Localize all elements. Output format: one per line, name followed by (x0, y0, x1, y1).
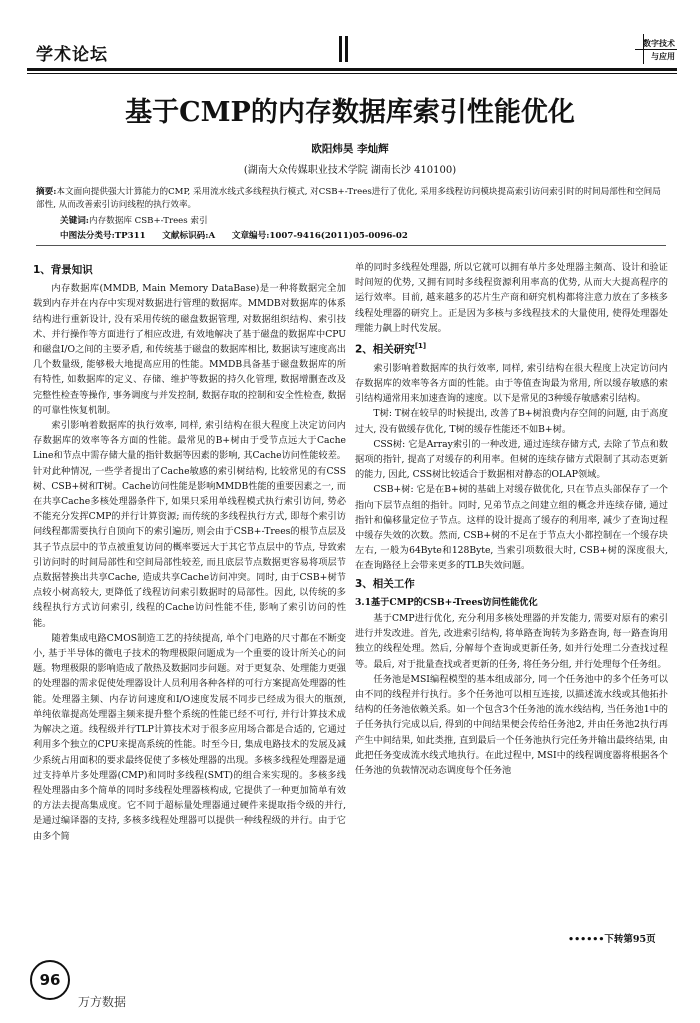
continued-note: ••••••下转第95页 (568, 934, 656, 945)
section-heading-2: 2、相关研究[1] (355, 342, 427, 356)
header-bars-decoration (339, 36, 351, 66)
right-column (355, 260, 668, 778)
paragraph: 索引影响着数据库的执行效率, 同样, 索引结构在很大程度上决定访问内存数据库的效率等各方面的性能。最常见的B+树由于受节点远大于Cache Line和节点中需存储大量的指针数据等因素的影响, 其Cache访问性能较差。针对此种情况, 一些学者提出了Cache敏感的索引树结构, 比较常见的有CSS树、CSB+树和T树。Cache访问性能是影响MMDB性能的重要因素之一, 而在共享Cache多核处理器条件下, 如果只采用单线程模式执行索引访问, 势必不能充分发挥CMP的并行计算资源; 而传统的多线程执行方式, 即每个索引访问线程都需要执行自顶向下的索引遍历, 则会由于CSB+-Trees的根节点层及其子节点层中的节点被重复访问的概率要远大于其它节点层中的节点, 导致索引访问时的时间局部性和空间局部性较差, 而且底层节点数据更容易将项层节点数据替换出共享Cache, 造成共享Cache访问冲突。同时, 由于CSB+树节点较小树高较大, 更降低了线程访问索引数据时的局部性。因此, 以传统的多线程执行方式访问索引, 线程的Cache访问性能不佳, 影响了索引访问的性能。 (33, 420, 346, 629)
logo-line2: 与应用 (651, 51, 675, 61)
doc-code-value: A (208, 231, 216, 241)
watermark: 万方数据 (78, 995, 127, 1009)
paragraph: T树: T树在较早的时候提出, 改善了B+树浪费内存空间的问题, 由于高度过大, 没有做缓存优化, T树的缓存性能还不如B+树。 (355, 408, 668, 435)
section-heading-3: 3、相关工作 (355, 577, 415, 590)
paragraph: CSS树: 它是Array索引的一种改进, 通过连续存储方式, 去除了节点和数据项的指针, 提高了对缓存的利用率。但树的连续存储方式限制了其动态更新的能力, 因此, CSS树比较适合于数据相对静态的OLAP领域。 (355, 438, 668, 481)
page-number: 96 (30, 960, 70, 1000)
paragraph: 随着集成电路CMOS制造工艺的持续提高, 单个门电路的尺寸都在不断变小, 基于半导体的微电子技术的物理极限问题成为一个重要的设计所关心的问题。物理极限的影响造成了散热及数据同步问题。对于更复杂、处理能力更强的处理器的需求促使处理器设计人员利用各种各样的可行方案提高处理器的性能。处理器主频、内存访问速度和I/O速度发展不同步已经成为很大的瓶颈, 单纯依靠提高处理器主频来提升整个系统的性能已经不可行, 并行计算技术成为解决之道。线程级并行TLP计算技术对于很多应用场合都是合适的, 它通过利用多个独立的CPU来提高系统的性能。时至今日, 集成电路技术的发展及减少系统占用面积的要求最终促使了多核处理器的出现。多核多线程处理器是通过支持单片多处理器(CMP)和同时多线程(SMT)的组合来实现的。多核多线程处理器由多个简单的同时多线程处理器核构成, 它提供了一种更加简单有效的方法去提高集成度。它不同于超标量处理器通过硬件来提取指令级的并行, 是通过编译器的支持, 多核多线程处理器可以提供一种线程级的并行。由于它由多个简 (33, 632, 346, 842)
header-rule (27, 68, 677, 71)
paragraph: CSB+树: 它是在B+树的基础上对缓存做优化, 只在节点头部保存了一个指向下层节点组的指针。同时, 兄弟节点之间建立组的概念并连续存储, 通过指针和偏移量定位子节点。这样的设计提高了缓存的利用率, 减少了查询过程中缓存失效的次数。然而, CSB+树的不足在于节点大小都控制在一个缓存块左右, 一般为64Byte和128Byte, 当索引项数很大时, CSB+树的深度很大, 在查询路径上会带来更多的TLB失效问题。 (355, 484, 668, 572)
logo-line1: 数字技术 (643, 38, 675, 48)
abstract-text: 本文面向提供强大计算能力的CMP, 采用流水线式多线程执行模式, 对CSB+-Trees进行了优化, 采用多线程访问模块提高索引访问索引时的时间局部性和空间局部性, 从而改善索引访问线程的执行效率。 (36, 187, 661, 210)
article-affiliation: (湖南大众传媒职业技术学院 湖南长沙 410100) (243, 165, 457, 176)
abstract (36, 186, 666, 212)
article-no-value: 1007-9416(2011)05-0096-02 (269, 231, 408, 241)
keywords (60, 214, 208, 226)
classification-line (60, 229, 422, 241)
keywords-label: 关键词: (60, 216, 89, 226)
header-rule-thin (27, 73, 677, 74)
page-header (27, 28, 677, 68)
section-heading-1: 1、背景知识 (33, 264, 93, 276)
paragraph: 单的同时多线程处理器, 所以它就可以拥有单片多处理器主频高、设计和验证时间短的优势, 又拥有同时多线程资源利用率高的优势, 从而大大提高程序的运行效率。目前, 越来越多的芯片生产商和研究机构都将注意力放在了多核多线程处理器的研究上。正是因为多核与多线程技术的大量使用, 使得处理器处理能力飙上时代发展。 (355, 262, 668, 334)
article-authors: 欧阳炜昊 李灿辉 (311, 143, 389, 155)
paragraph: 任务池是MSI编程模型的基本组成部分, 同一个任务池中的多个任务可以由不同的线程并行执行。多个任务池可以相互连接, 以描述流水线或其他拓扑结构的任务池依赖关系。如一个包含3个任务池的流水线结构, 当任务池1中的子任务执行完成以后, 得到的中间结果便会传给任务池2, 并由任务池2执行再产生中间结果, 如此类推, 直到最后一个任务池执行完任务并输出最终结果, 由此把任务变成流水线式地执行。在此过程中, MSI中的线程调度器将根据各个任务池的负载情况动态调度每个任务池 (355, 673, 668, 776)
keywords-text: 内存数据库 CSB+-Trees 索引 (88, 216, 208, 226)
abstract-separator (36, 245, 666, 246)
doc-code-label: 文献标识码: (162, 231, 209, 241)
paragraph: 内存数据库(MMDB, Main Memory DataBase)是一种将数据完全加载到内存并在内存中实现对数据进行管理的数据库。MMDB对数据库的体系结构进行重新设计, 没有采用传统的磁盘数据管理, 对数据组织结构、索引技术、并行操作等方面进行了相应改进, 有效地解决了基于磁盘的数据库中CPU和磁盘I/O之间的主要矛盾, 和传统基于磁盘的数据库相比, 数据读写速度高出几个数量级, 能够极大地提高应用的性能。MMDB具备基于磁盘数据库的所有特性, 如数据库的定义、存储、维护等数据的持久化管理, 数据增删查改及完整性检查等操作, 事务调度与并发控制, 数据存取的控制和安全性检查, 数据的可靠性恢复机制。 (33, 283, 346, 416)
subsection-heading-3-1: 3.1基于CMP的CSB+-Trees访问性能优化 (355, 596, 538, 608)
journal-logo (635, 34, 677, 64)
left-column (33, 260, 346, 844)
article-title: 基于CMP的内存数据库索引性能优化 (125, 97, 575, 128)
abstract-label: 摘要: (36, 187, 57, 197)
article-no-label: 文章编号: (231, 231, 270, 241)
clc-value: TP311 (114, 231, 146, 241)
paragraph: 索引影响着数据库的执行效率, 同样, 索引结构在很大程度上决定访问内存数据库的效率等各方面的性能。由于等值查询最为常用, 所以缓存敏感的索引结构通常用来加速查询的速度。以下是常见的3种缓存敏感索引结构。 (355, 362, 668, 405)
clc-label: 中图法分类号: (60, 231, 115, 241)
citation-ref: [1] (414, 342, 427, 351)
column-name: 学术论坛 (36, 45, 108, 65)
paragraph: 基于CMP进行优化, 充分利用多核处理器的并发能力, 需要对原有的索引进行并发改进。首先, 改进索引结构, 将单路查询转为多路查询, 每一路查询用独立的线程处理。然后, 分解每个查询或更新任务, 如并行处理二分查找过程等。最后, 对于批量查找或者更新的任务, 将任务分组, 并行处理每个任务组。 (355, 612, 668, 670)
